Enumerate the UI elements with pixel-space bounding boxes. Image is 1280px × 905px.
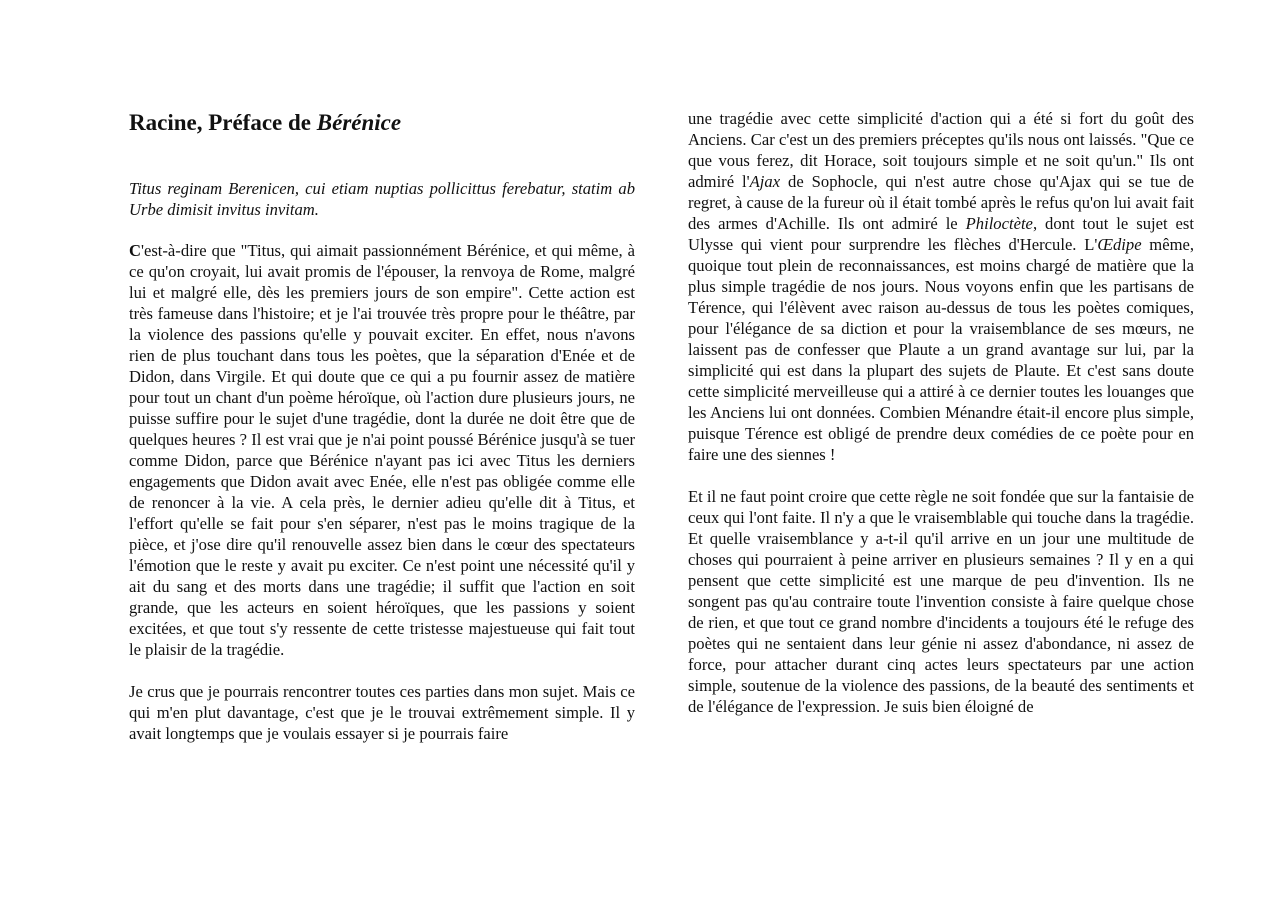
- paragraph-1: [129, 240, 635, 660]
- title-work: Bérénice: [316, 110, 402, 135]
- paragraph-2: Je crus que je pourrais rencontrer toutes ces parties dans mon sujet. Mais ce qui m'en plut davantage, c'est que je le trouvai extrêmement simple. Il y avait longtemps que je voulais essayer si je pourrais faire: [129, 682, 635, 743]
- epigraph: Titus reginam Berenicen, cui etiam nuptias pollicittus ferebatur, statim ab Urbe dimisit invitus invitam.: [129, 179, 635, 219]
- right-column: [688, 108, 1194, 717]
- title-philoctete: Philoctète: [965, 214, 1033, 233]
- paragraph-1-initial: C: [129, 241, 141, 260]
- title-ajax: Ajax: [749, 172, 781, 191]
- paragraph-3-part-a: une tragédie avec cette simplicité d'action qui a été si fort du goût des Anciens. Car c'est un des premiers préceptes qu'ils nous ont laissés. "Que ce que vous ferez, dit Horace, soit toujours simple et ne soit qu'un." Ils ont admiré l': [688, 109, 1194, 191]
- left-column: [129, 108, 635, 744]
- paragraph-3-part-b: de Sophocle, qui n'est autre chose qu'Ajax qui se tue de regret, à cause de la fureur où il était tombé après le refus qu'on lui avait fait des armes d'Achille. Ils ont admiré le: [688, 172, 1194, 233]
- paragraph-3: [688, 108, 1194, 465]
- paragraph-3-part-c: , dont tout le sujet est Ulysse qui vient pour surprendre les flèches d'Hercule. L': [688, 214, 1194, 254]
- paragraph-4: Et il ne faut point croire que cette règle ne soit fondée que sur la fantaisie de ceux qui l'ont faite. Il n'y a que le vraisemblable qui touche dans la tragédie. Et quelle vraisemblance y a-t-il qu'il arrive en un jour une multitude de choses qui pourraient à peine arriver en plusieurs semaines ? Il y en a qui pensent que cette simplicité est une marque de peu d'invention. Ils ne songent pas qu'au contraire toute l'invention consiste à faire quelque chose de rien, et que tout ce grand nombre d'incidents a toujours été le refuge des poètes qui ne sentaient dans leur génie ni assez d'abondance, ni assez de force, pour attacher durant cinq actes leurs spectateurs par une action simple, soutenue de la violence des passions, de la beauté des sentiments et de l'élégance de l'expression. Je suis bien éloigné de: [688, 487, 1194, 716]
- page-title: [129, 108, 635, 138]
- paragraph-1-text: 'est-à-dire que "Titus, qui aimait passionnément Bérénice, et qui même, à ce qu'on croyait, lui avait promis de l'épouser, la renvoya de Rome, malgré lui et malgré elle, dès les premiers jours de son empire". Cette action est très fameuse dans l'histoire; et je l'ai trouvée très propre pour le théâtre, par la violence des passions qu'elle y pouvait exciter. En effet, nous n'avons rien de plus touchant dans tous les poètes, que la séparation d'Enée et de Didon, dans Virgile. Et qui doute que ce qui a pu fournir assez de matière pour tout un chant d'un poème héroïque, où l'action dure plusieurs jours, ne puisse suffire pour le sujet d'une tragédie, dont la durée ne doit être que de quelques heures ? Il est vrai que je n'ai point poussé Bérénice jusqu'à se tuer comme Didon, parce que Bérénice n'ayant pas ici avec Titus les derniers engagements que Didon avait avec Enée, elle n'est pas obligée comme elle de renoncer à la vie. A cela près, le dernier adieu qu'elle dit à Titus, et l'effort qu'elle se fait pour s'en séparer, n'est pas le moins tragique de la pièce, et j'ose dire qu'il renouvelle assez bien dans le cœur des spectateurs l'émotion que le reste y avait pu exciter. Ce n'est point une nécessité qu'il y ait du sang et des morts dans une tragédie; il suffit que l'action en soit grande, que les acteurs en soient héroïques, que les passions y soient excitées, et que tout s'y ressente de cette tristesse majestueuse qui fait tout le plaisir de la tragédie.: [129, 241, 635, 659]
- paragraph-3-part-d: même, quoique tout plein de reconnaissances, est moins chargé de matière que la plus simple tragédie de nos jours. Nous voyons enfin que les partisans de Térence, qui l'élèvent avec raison au-dessus de tous les poètes comiques, pour l'élégance de sa diction et pour la vraisemblance de ses mœurs, ne laissent pas de confesser que Plaute a un grand avantage sur lui, par la simplicité qui est dans la plupart des sujets de Plaute. Et c'est sans doute cette simplicité merveilleuse qui a attiré à ce dernier toutes les louanges que les Anciens lui ont données. Combien Ménandre était-il encore plus simple, puisque Térence est obligé de prendre deux comédies de ce poète pour en faire une des siennes !: [688, 235, 1194, 464]
- title-oedipe: Œdipe: [1097, 235, 1142, 254]
- title-prefix: Racine, Préface de: [129, 110, 317, 135]
